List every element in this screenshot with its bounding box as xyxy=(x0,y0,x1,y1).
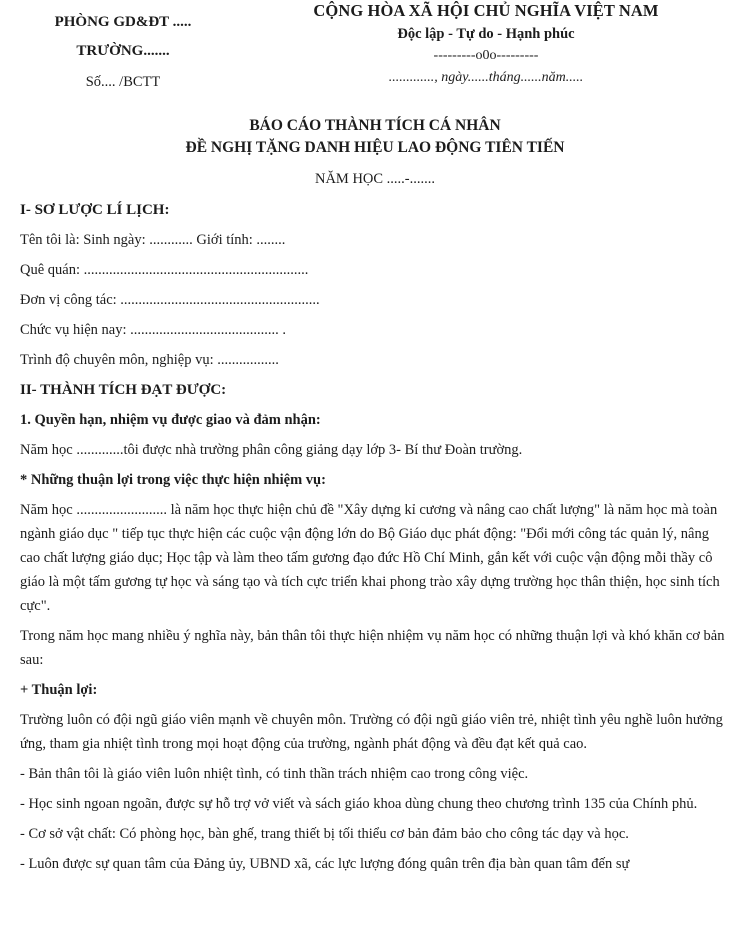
header-left xyxy=(18,10,228,92)
header-right xyxy=(300,0,672,88)
pros-heading: + Thuận lợi: xyxy=(20,682,98,698)
position-line: Chức vụ hiện nay: ......................................... . xyxy=(20,322,287,338)
school-name: TRƯỜNG....... xyxy=(76,43,170,59)
advantages-heading: * Những thuận lợi trong việc thực hiện nhiệm vụ: xyxy=(20,472,326,488)
school-year-theme-paragraph: Năm học ......................... là năm học thực hiện chủ đề "Xây dựng kỉ cương và nâng cao chất lượng" là năm học mà toàn ngành giáo dục " tiếp tục thực hiện các cuộc vận động lớn do Bộ Giáo dục phát động: "Đổi mới công tác quản lý, nâng cao chất lượng giáo dục; Học tập và làm theo tấm gương đạo đức Hồ Chí Minh, gắn kết với cuộc vận động mỗi thầy cô giáo là một tấm gương tự học và sáng tạo và tích cực triển khai phong trào xây dựng trường học thân thiện, học sinh tích cực". xyxy=(20,502,720,614)
date-line: ............., ngày......tháng......năm..... xyxy=(388,70,584,85)
title-line-1: BÁO CÁO THÀNH TÍCH CÁ NHÂN xyxy=(249,117,501,134)
qualification-line: Trình độ chuyên môn, nghiệp vụ: ................. xyxy=(20,352,279,368)
header-separator: ---------o0o--------- xyxy=(433,48,539,63)
document-title xyxy=(0,116,750,189)
section-1-heading: I- SƠ LƯỢC LÍ LỊCH: xyxy=(20,202,170,218)
document-number: Số.... /BCTT xyxy=(85,74,161,90)
duties-paragraph: Năm học .............tôi được nhà trường phân công giảng dạy lớp 3- Bí thư Đoàn trường. xyxy=(20,442,523,458)
hometown-line: Quê quán: .............................................................. xyxy=(20,262,309,278)
staff-paragraph: Trường luôn có đội ngũ giáo viên mạnh về chuyên môn. Trường có đội ngũ giáo viên trẻ, nhiệt tình yêu nghề luôn hưởng ứng, tham gia nhiệt tình trong mọi hoạt động của trường, ngành phát động và đều đạt kết quả cao. xyxy=(20,712,723,752)
duties-heading: 1. Quyền hạn, nhiệm vụ được giao và đảm nhận: xyxy=(20,412,321,428)
title-line-2: ĐỀ NGHỊ TẶNG DANH HIỆU LAO ĐỘNG TIÊN TIẾN xyxy=(185,139,565,156)
intro-paragraph: Trong năm học mang nhiều ý nghĩa này, bản thân tôi thực hiện nhiệm vụ năm học có những thuận lợi và khó khăn cơ bản sau: xyxy=(20,628,725,668)
facilities-paragraph: - Cơ sở vật chất: Có phòng học, bàn ghế, trang thiết bị tối thiểu cơ bản đảm bảo cho công tác dạy và học. xyxy=(20,826,629,842)
self-paragraph: - Bản thân tôi là giáo viên luôn nhiệt tình, có tinh thần trách nhiệm cao trong công việc. xyxy=(20,766,529,782)
support-paragraph: - Luôn được sự quan tâm của Đảng ủy, UBND xã, các lực lượng đóng quân trên địa bàn quan tâm đến sự xyxy=(20,856,630,872)
unit-line: Đơn vị công tác: ....................................................... xyxy=(20,292,320,308)
document-body xyxy=(20,198,732,876)
national-motto: Độc lập - Tự do - Hạnh phúc xyxy=(397,26,575,42)
country-name: CỘNG HÒA XÃ HỘI CHỦ NGHĨA VIỆT NAM xyxy=(313,1,659,20)
department-name: PHÒNG GD&ĐT ..... xyxy=(54,14,192,30)
section-2-heading: II- THÀNH TÍCH ĐẠT ĐƯỢC: xyxy=(20,382,227,398)
school-year: NĂM HỌC .....-....... xyxy=(314,171,436,187)
students-paragraph: - Học sinh ngoan ngoãn, được sự hỗ trợ vở viết và sách giáo khoa dùng chung theo chương trình 135 của Chính phủ. xyxy=(20,796,698,812)
name-line: Tên tôi là: Sinh ngày: ............ Giới tính: ........ xyxy=(20,232,286,248)
